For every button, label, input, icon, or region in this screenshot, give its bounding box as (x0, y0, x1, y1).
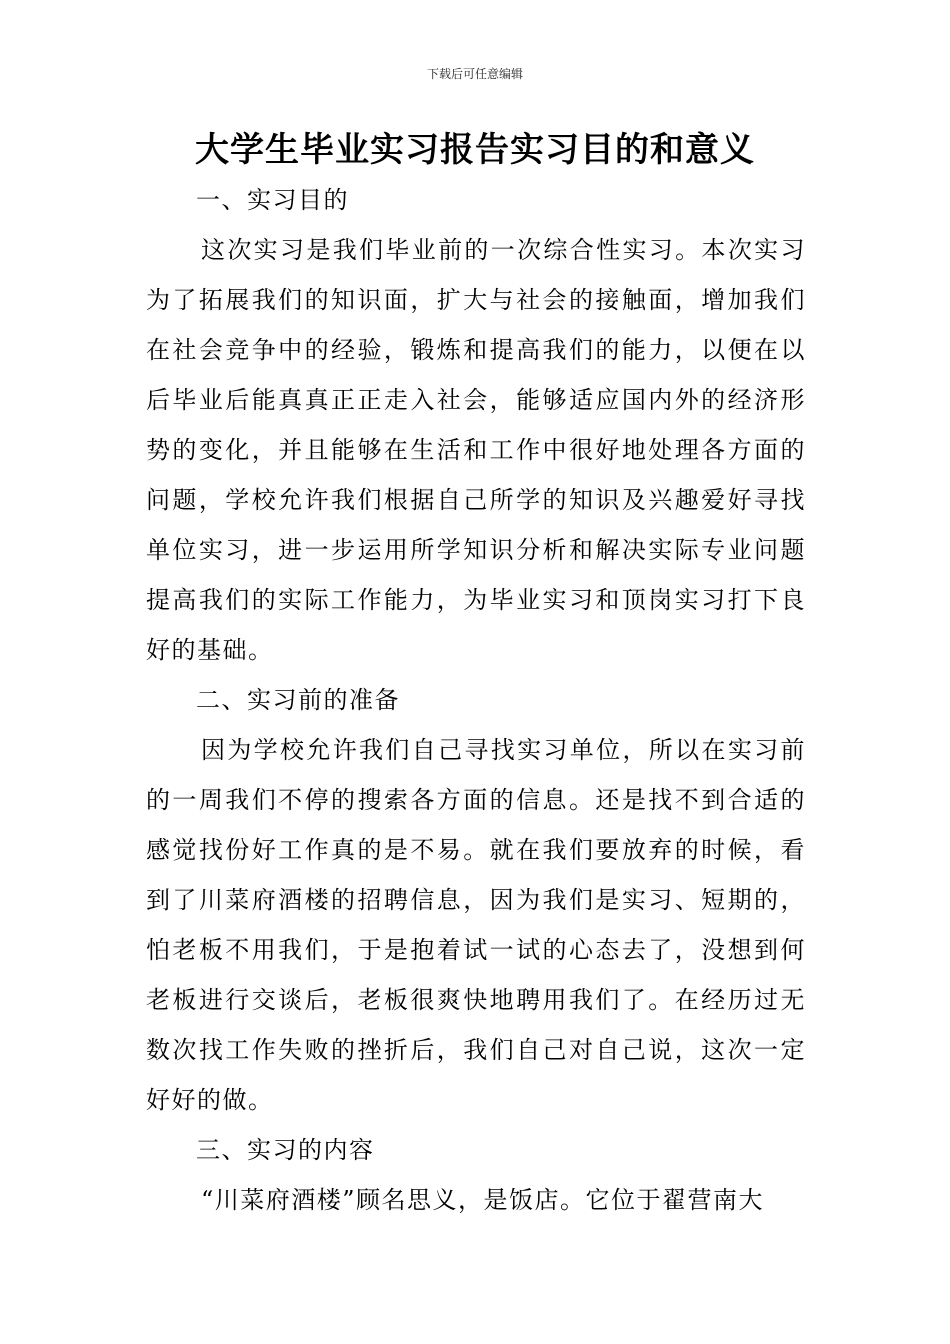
section-heading-purpose: 一、实习目的 (196, 186, 349, 214)
header-note: 下载后可任意编辑 (426, 67, 523, 81)
paragraph-purpose: 这次实习是我们毕业前的一次综合性实习。本次实习为了拓展我们的知识面，扩大与社会的接触面，增加我们在社会竞争中的经验，锻炼和提高我们的能力，以便在以后毕业后能真真正正走入社会，能够适应国内外的经济形势的变化，并且能够在生活和工作中很好地处理各方面的问题，学校允许我们根据自己所学的知识及兴趣爱好寻找单位实习，进一步运用所学知识分析和解决实际专业问题提高我们的实际工作能力，为毕业实习和顶岗实习打下良好的基础。 (146, 236, 806, 664)
document-body (146, 175, 806, 1225)
section-heading-preparation: 二、实习前的准备 (196, 686, 400, 714)
document-title: 大学生毕业实习报告实习目的和意义 (195, 130, 755, 170)
paragraph-preparation: 因为学校允许我们自己寻找实习单位，所以在实习前的一周我们不停的搜索各方面的信息。还是找不到合适的感觉找份好工作真的是不易。就在我们要放弃的时候，看到了川菜府酒楼的招聘信息，因为我们是实习、短期的，怕老板不用我们，于是抱着试一试的心态去了，没想到何老板进行交谈后，老板很爽快地聘用我们了。在经历过无数次找工作失败的挫折后，我们自己对自己说，这次一定好好的做。 (146, 736, 806, 1114)
section-heading-content: 三、实习的内容 (196, 1136, 375, 1164)
paragraph-content: “川菜府酒楼”顾名思义，是饭店。它位于翟营南大 (201, 1186, 765, 1214)
